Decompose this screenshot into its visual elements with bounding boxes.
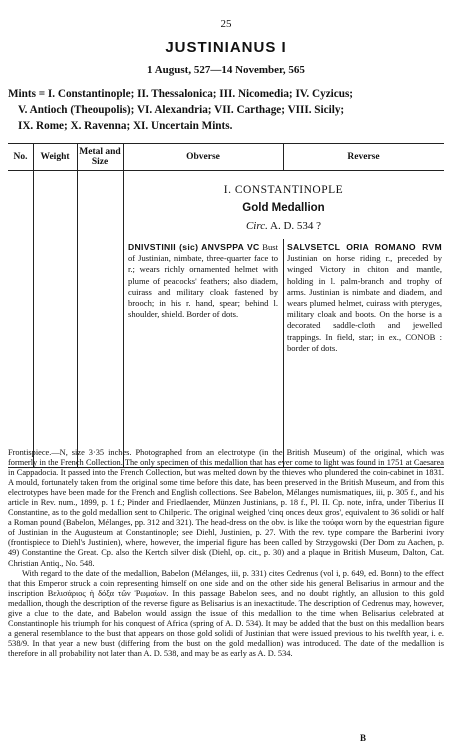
column-divider [33, 171, 34, 467]
reverse-cell [287, 242, 442, 354]
section-subheading: Gold Medallion [242, 202, 325, 214]
header-obverse: Obverse [123, 144, 284, 170]
mints-line-2: V. Antioch (Theoupolis); VI. Alexandria; VII. Carthage; VIII. Sicily; [18, 104, 345, 116]
reign-dates: 1 August, 527—14 November, 565 [147, 64, 305, 76]
reverse-description: Justinian on horse riding r., preceded by winged Victory in chiton and mantle, holding in l. palm-branch and trophy of arms. Justinian is nimbate and diadem, and wears plumed helmet, cuirass with pteryges, military cloak and boots. On the horse is a decorated saddle-cloth and jewelled trappings. In field, star; in ex., CONOB : border of dots. [287, 253, 442, 353]
section-date [123, 220, 444, 232]
obverse-cell [128, 242, 278, 320]
mints-line-3: IX. Rome; X. Ravenna; XI. Uncertain Mints. [18, 120, 233, 132]
mints-line-1: Mints = I. Constantinople; II. Thessalonica; III. Nicomedia; IV. Cyzicus; [8, 88, 354, 100]
header-no: No. [8, 144, 34, 170]
column-divider [77, 171, 78, 467]
table-header [8, 144, 444, 170]
mints-list [8, 86, 444, 134]
obverse-description: Bust of Justinian, nimbate, three-quarter face to r.; wears richly ornamented helmet with plume of peacocks' feathers; also diadem, cuirass and military cloak fastened by brooch; in his r. hand, spear; behind l. shoulder, shield. Border of dots. [128, 242, 278, 320]
column-divider [283, 239, 284, 467]
section-heading: I. CONSTANTINOPLE [223, 184, 344, 196]
header-weight: Weight [33, 144, 78, 170]
signature-mark: B [360, 733, 367, 743]
page-number: 25 [220, 18, 232, 30]
catalogue-table [8, 143, 444, 468]
reverse-legend: SALVSETCL ORIA ROMANO RVM [287, 242, 442, 252]
obverse-legend: DNIVSTINII (sic) ANVSPPA VC [128, 242, 260, 252]
circ-date: A. D. 534 ? [270, 220, 322, 232]
frontispiece-note [8, 448, 444, 659]
note-paragraph-1: Frontispiece.—N, size 3·35 inches. Photographed from an electrotype (in the British Museum) of the original, which was formerly in the French Collection. The only specimen of this medallion that has ever come to light was found in 1751 at Caesarea in Cappadocia. It passed into the French Collection, but was melted down by the thieves who plundered the coin-cabinet in 1831. A mould, fortunately taken from the original some time before this date, has been preserved in the British Museum, and from this electrotypes have been made for the French and English collections. See Babelon, Mélanges numismatiques, iii, p. 305 f., and his article in Rev. num., 1899, p. 1 f.; Pinder and Friedlaender, Münzen Justinians, p. 18 f., Pl. II. Cp. note, infra, under Tiberius II Constantine, as to the gold medallion sent to Chilperic. The original weighed 'cinq onces deux gros', equivalent to 36 solidi or half a Roman pound (Babelon, Mélanges, pp. 312 and 321). The head-dress on the obv. is like the τούφα worn by the equestrian figure of Justinian in the Augusteum at Constantinople; see Diehl, Justinien, p. 27. With the rev. type compare the Barberini ivory (frontispiece to Diehl's Justinien), where, however, the imperial figure has been called by Strzygowski (Der Dom zu Aachen, p. 49) Constantine the Great. Cp. also the Kertch silver disk (Diehl, op. cit., p. 30) and a plaque in British Museum, Dalton, Cat. Christian Antiq., No. 548. [8, 448, 444, 568]
page-title: JUSTINIANUS I [165, 39, 287, 56]
column-divider [123, 171, 124, 467]
header-reverse: Reverse [347, 152, 380, 162]
table-body [8, 170, 444, 467]
header-metal-size: Metal and Size [77, 144, 124, 170]
note-paragraph-2: With regard to the date of the medallion, Babelon (Mélanges, iii, p. 331) cites Cedrenus (vol i, p. 649, ed. Bonn) to the effect that this Emperor struck a coin representing himself on one side and on the other side his general Belisarius in armour and the inscription Βελισάριος ἡ δόξα τῶν Ῥωμαίων. In this passage Babelon sees, and no doubt rightly, an allusion to this gold medallion, though the description of the reverse figure as Belisarius is an inexactitude. The description of Cedrenus may, however, give a clue to the date, and Babelon would assign the issue of this medallion to the time when Belisarius celebrated at Constantinople his triumph for his conquest of Africa (spring of A. D. 534). It may be added that the bust on this medallion bears a general resemblance to the bust that appears on those gold solidi of Justinian that were issued previous to his twelfth year, i. e. 538/9. In that year a new bust (differing from the bust on the gold medallion) was introduced. The date of the medallion is therefore in all probability not later than A. D. 538, and may be as early as A. D. 534. [8, 568, 444, 658]
circ-label: Circ. [245, 220, 268, 232]
